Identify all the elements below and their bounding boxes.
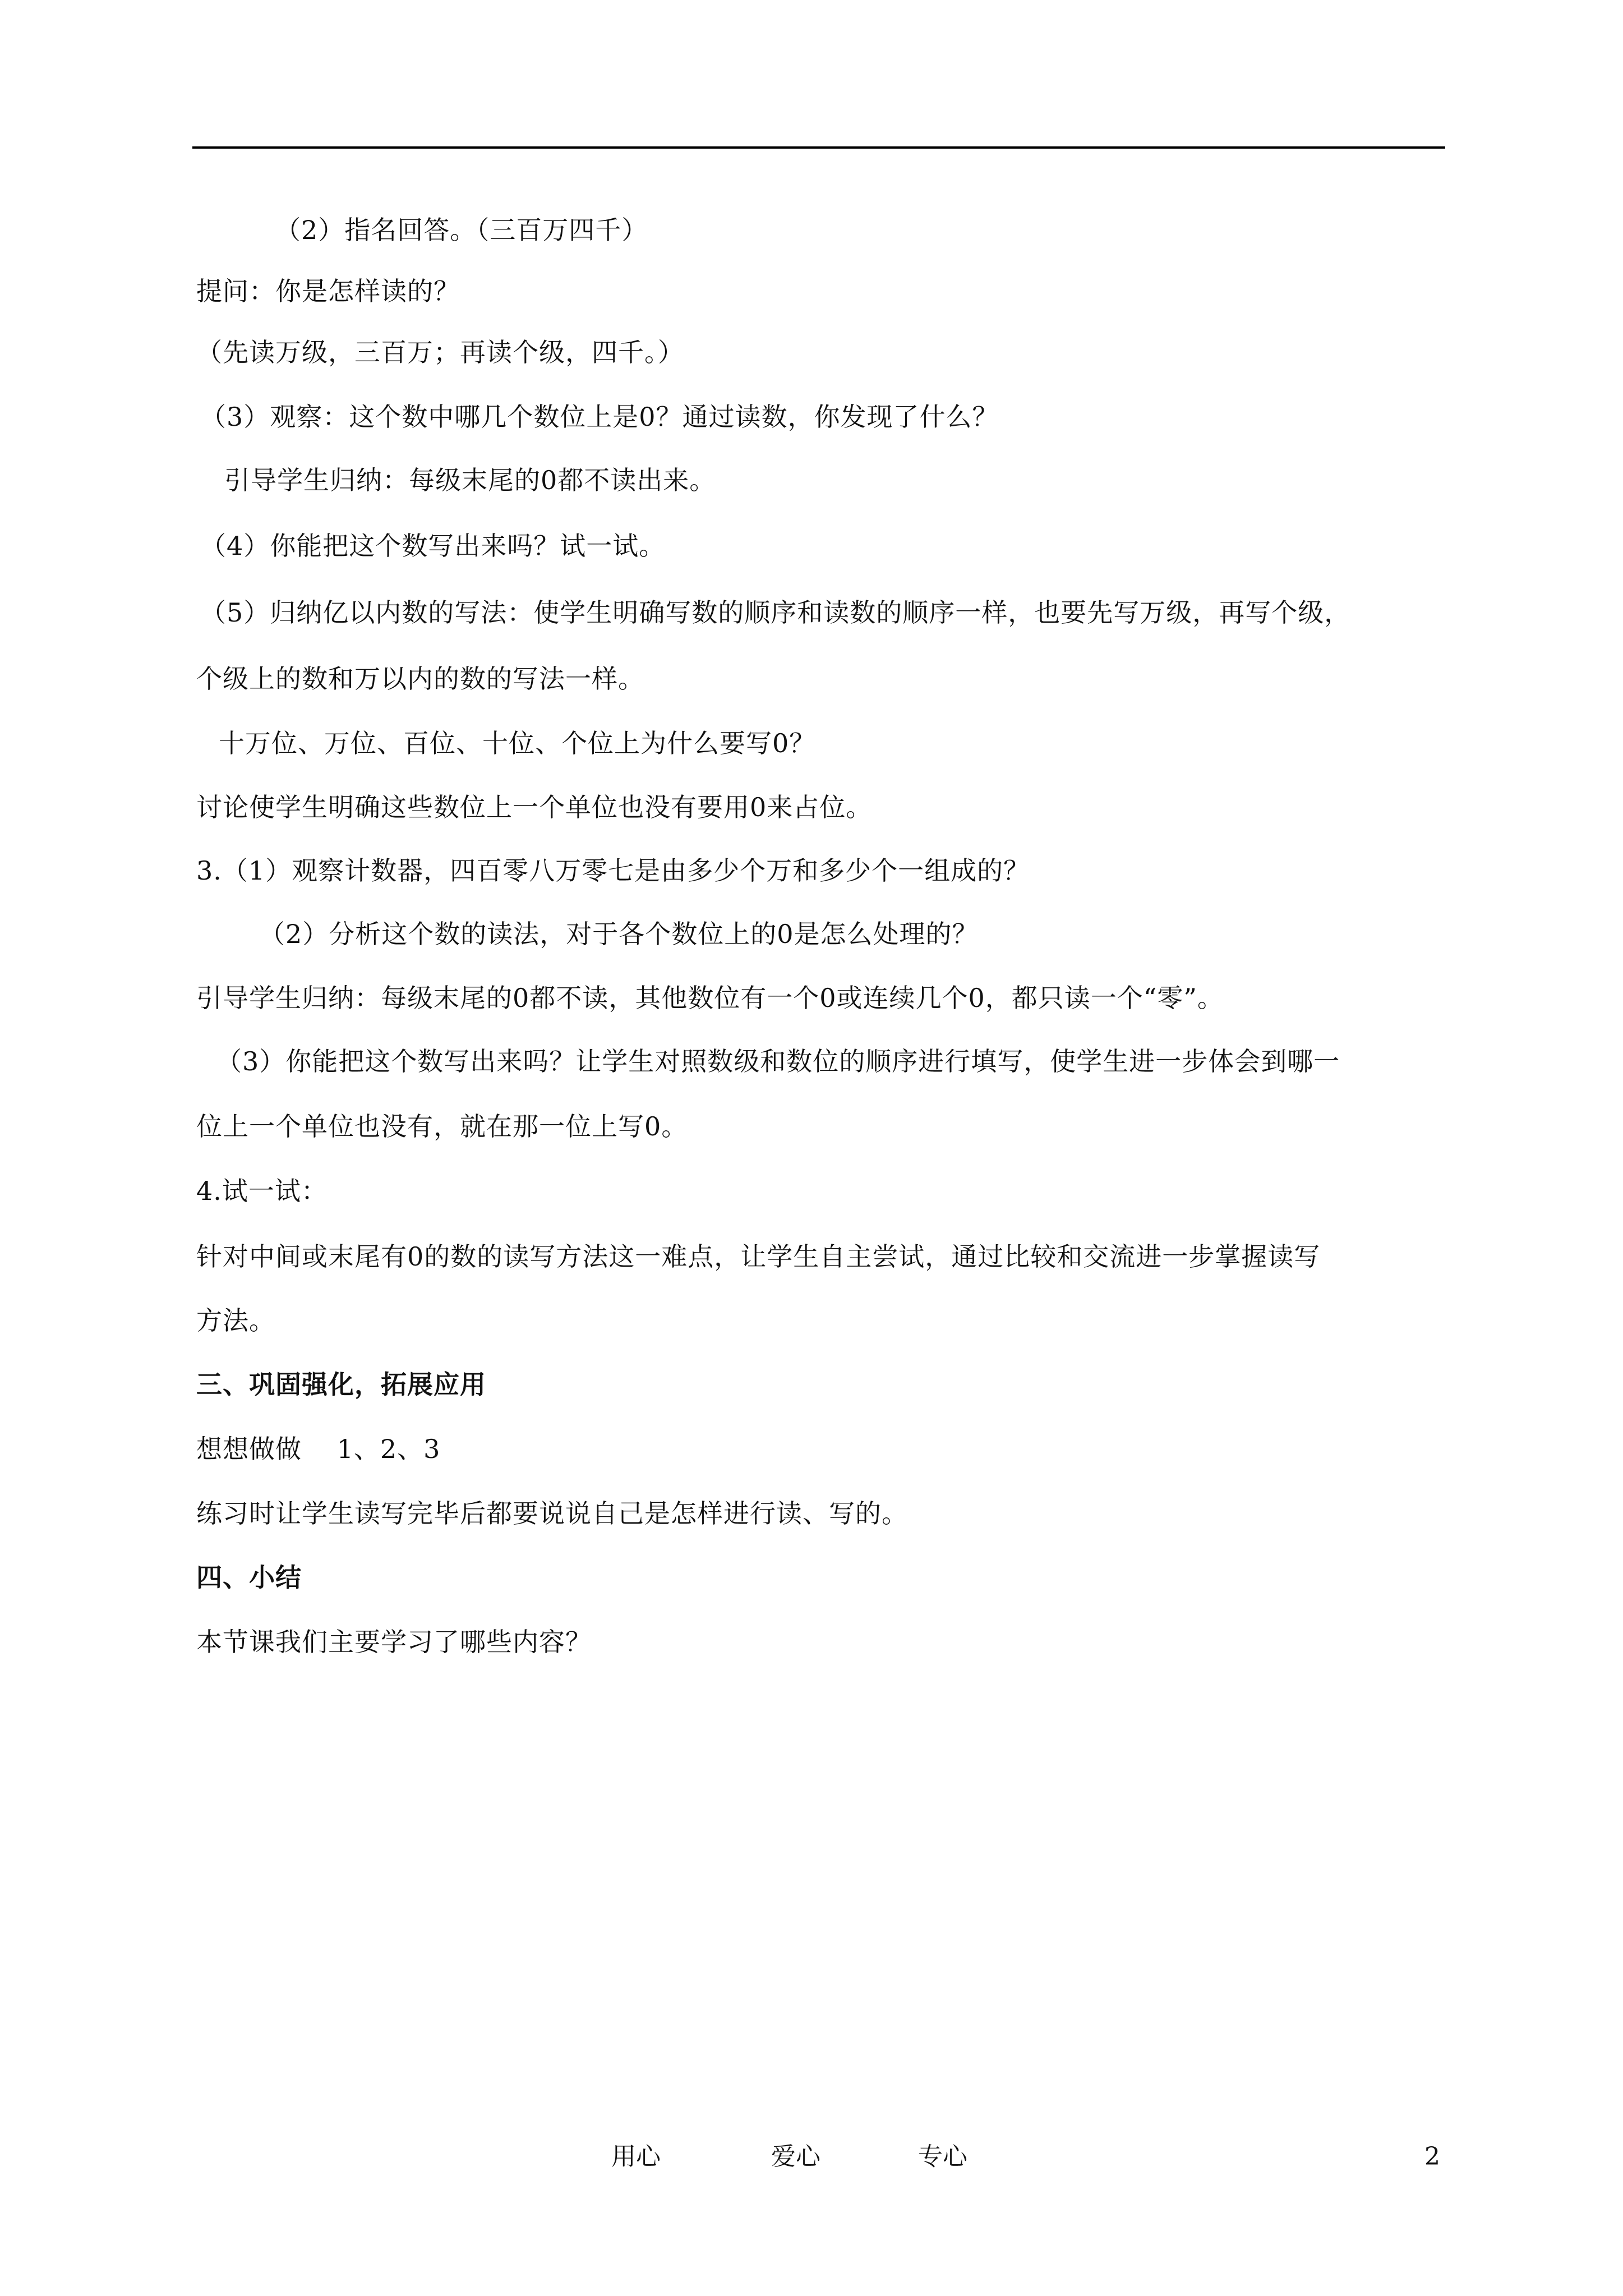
paragraph-line: （3）你能把这个数写出来吗？让学生对照数级和数位的顺序进行填写，使学生进一步体会到哪一 (216, 1046, 1340, 1076)
paragraph-line: 本节课我们主要学习了哪些内容？ (196, 1627, 592, 1657)
footer-motto: 用心 (611, 2142, 661, 2171)
paragraph-line: 十万位、万位、百位、十位、个位上为什么要写0？ (219, 728, 816, 758)
paragraph-line: 想想做做 1、2、3 (196, 1434, 441, 1464)
paragraph-line: 练习时让学生读写完毕后都要说说自己是怎样进行读、写的。 (196, 1498, 908, 1529)
paragraph-line: （2）指名回答。（三百万四千） (275, 215, 648, 245)
paragraph-line: （先读万级，三百万；再读个级，四千。） (196, 337, 684, 367)
paragraph-line: 4.试一试： (196, 1176, 328, 1206)
paragraph-line: 针对中间或末尾有0的数的读写方法这一难点，让学生自主尝试，通过比较和交流进一步掌握读写 (196, 1241, 1321, 1272)
paragraph-line: （2）分析这个数的读法，对于各个数位上的0是怎么处理的？ (259, 919, 979, 949)
paragraph-line: 方法。 (196, 1305, 275, 1336)
footer-motto: 爱心 (771, 2142, 820, 2171)
footer-motto: 专心 (918, 2142, 967, 2171)
header-rule (192, 146, 1445, 149)
section-heading: 四、小结 (196, 1562, 302, 1593)
paragraph-line: （5）归纳亿以内数的写法：使学生明确写数的顺序和读数的顺序一样，也要先写万级，再写个级， (200, 597, 1351, 628)
paragraph-line: 讨论使学生明确这些数位上一个单位也没有要用0来占位。 (196, 792, 873, 822)
page-number: 2 (1424, 2142, 1440, 2171)
paragraph-line: 引导学生归纳：每级末尾的0都不读，其他数位有一个0或连续几个0，都只读一个“零”。 (196, 983, 1224, 1013)
paragraph-line: （3）观察：这个数中哪几个数位上是0？通过读数，你发现了什么？ (200, 402, 999, 432)
section-heading: 三、巩固强化，拓展应用 (196, 1369, 486, 1400)
paragraph-line: （4）你能把这个数写出来吗？试一试。 (200, 531, 666, 561)
paragraph-line: 提问：你是怎样读的？ (196, 276, 460, 306)
paragraph-line: 3.（1）观察计数器，四百零八万零七是由多少个万和多少个一组成的？ (196, 855, 1030, 886)
paragraph-line: 位上一个单位也没有，就在那一位上写0。 (196, 1111, 688, 1142)
paragraph-line: 个级上的数和万以内的数的写法一样。 (196, 664, 644, 694)
paragraph-line: 引导学生归纳：每级末尾的0都不读出来。 (224, 465, 716, 495)
